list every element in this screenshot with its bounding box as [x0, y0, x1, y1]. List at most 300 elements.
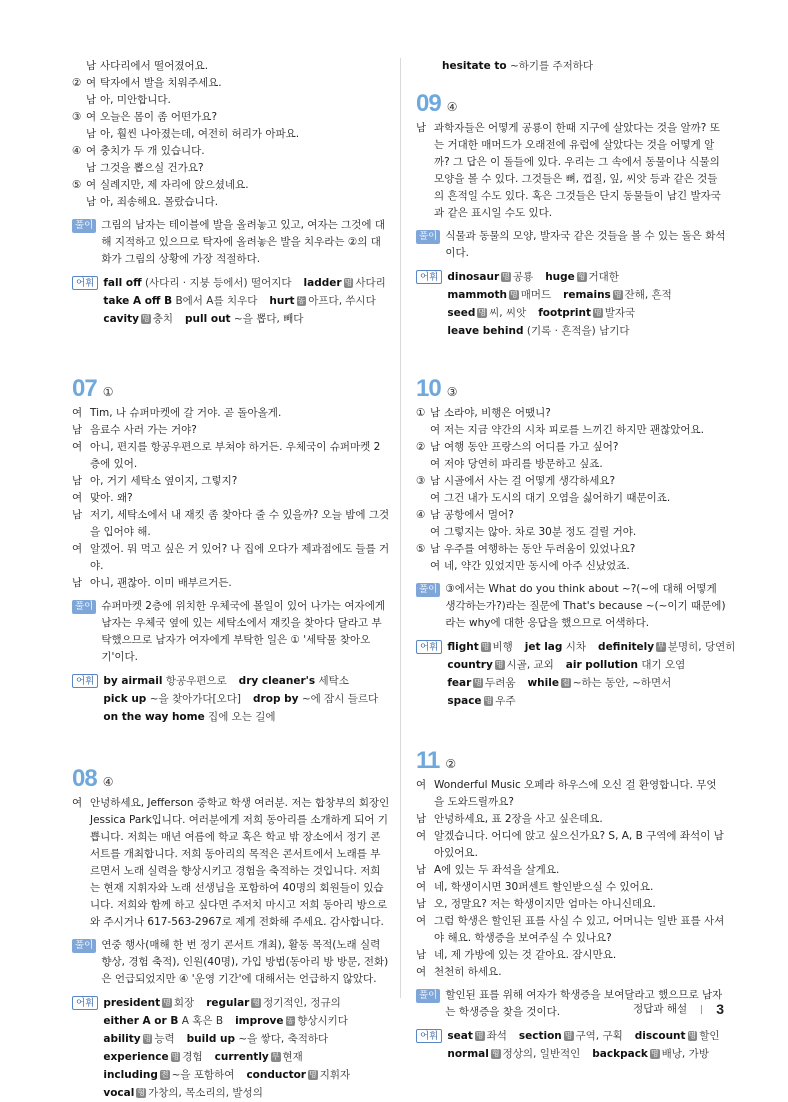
left-column [72, 58, 390, 1102]
explanation-06 [72, 217, 390, 268]
part-of-speech-badge: 동 [286, 1016, 295, 1025]
dialogue-line [72, 575, 390, 592]
explanation-text: 그림의 남자는 테이블에 발을 올려놓고 있고, 여자는 그것에 대해 지적하고 있으므로 탁자에 올려놓은 발을 치우라는 ②의 대화가 그림의 상황에 가장 적절하다. [101, 219, 385, 265]
vocab-word: fear [447, 677, 472, 689]
explanation [72, 937, 390, 988]
dialogue-line [416, 422, 726, 439]
vocab-meaning: 매머드 [520, 289, 552, 301]
choice-number [416, 490, 430, 507]
speaker-label: 여 [72, 797, 83, 809]
vocab-meaning: ~하기를 주저하다 [509, 60, 594, 72]
dialogue-text: 그건 내가 도시의 대기 오염을 싫어하기 때문이죠. [444, 492, 671, 504]
vocab-word: currently [214, 1051, 269, 1063]
part-of-speech-badge: 접 [561, 678, 570, 687]
vocab-word: president [103, 997, 161, 1009]
explanation-text: 슈퍼마켓 2층에 위치한 우체국에 볼일이 있어 나가는 여자에게 남자는 우체국 옆에 있는 세탁소에서 재킷을 찾아다 달라고 부탁했으므로 남자가 여자에게 부탁한 일은 ① '세탁물 찾아오기'이다. [101, 600, 385, 663]
choice-number: ④ [416, 509, 426, 521]
speaker-cell [416, 947, 434, 964]
vocabulary [72, 994, 390, 1102]
section-header [416, 747, 726, 774]
speaker-label: 남 [416, 122, 427, 134]
dialogue-line [72, 126, 390, 143]
vocab-row [103, 690, 390, 708]
vocab-tag: 어휘 [416, 640, 442, 654]
choice-number: ⑤ [416, 543, 426, 555]
choice-number: ⑤ [72, 179, 82, 191]
explanation [72, 598, 390, 666]
vocab-word: pick up [103, 693, 147, 705]
vocab-word: dry cleaner's [238, 675, 316, 687]
vocab-word: cavity [103, 313, 139, 325]
speaker-cell [416, 490, 444, 507]
speaker-cell [72, 58, 100, 75]
page-number: 3 [716, 1001, 724, 1017]
dialogue-line [416, 507, 726, 524]
section-header [416, 90, 726, 117]
dialogue-line [416, 964, 726, 981]
vocab-list [103, 672, 390, 726]
dialogue-line [72, 507, 390, 541]
speaker-label: 여 [416, 830, 427, 842]
dialogue-text: 알겠습니다. 어디에 앉고 싶으신가요? S, A, B 구역에 좌석이 남아있어요. [434, 830, 724, 859]
speaker-label: 남 [430, 441, 441, 453]
dialogue-text: 알겠어. 뭐 먹고 싶은 거 있어? 나 집에 오다가 제과점에도 들를 거야. [90, 543, 390, 572]
dialogue-line [416, 896, 726, 913]
dialogue-line [72, 58, 390, 75]
vocab-meaning: 회장 [173, 997, 195, 1009]
speaker-label: 여 [86, 179, 97, 191]
dialogue-line [416, 828, 726, 862]
vocab-row [447, 1027, 731, 1045]
vocab-list [447, 1027, 731, 1063]
vocab-meaning: A 혹은 B [181, 1015, 224, 1027]
speaker-label: 여 [86, 77, 97, 89]
section-09 [416, 90, 726, 340]
vocabulary [416, 1027, 726, 1063]
vocab-row [103, 1048, 390, 1066]
vocab-tag: 어휘 [416, 270, 442, 284]
section-08 [72, 765, 390, 1102]
vocab-row [103, 310, 397, 328]
vocab-meaning: 구역, 구획 [575, 1030, 623, 1042]
answer-mark: ④ [102, 775, 114, 789]
vocab-word: pull out [185, 313, 231, 325]
vocab-word: backpack [592, 1048, 648, 1060]
vocab-row [447, 304, 726, 322]
vocab-word: experience [103, 1051, 169, 1063]
speaker-cell [72, 490, 90, 507]
question-number: 11 [416, 747, 440, 774]
vocab-meaning: 배낭, 가방 [661, 1048, 709, 1060]
vocab-word: section [518, 1030, 562, 1042]
vocab-row [447, 638, 747, 656]
speaker-label: 남 [416, 813, 427, 825]
part-of-speech-badge: 명 [163, 998, 171, 1007]
choice-number [72, 126, 86, 143]
choice-number [416, 422, 430, 439]
vocab-row [103, 672, 390, 690]
vocab-row [103, 274, 397, 292]
speaker-cell [416, 456, 444, 473]
section-header [72, 375, 390, 402]
vocab-meaning: 대기 오염 [641, 659, 686, 671]
section-07 [72, 375, 390, 726]
vocabulary [416, 268, 726, 340]
answer-mark: ① [102, 385, 114, 399]
vocab-word: conductor [246, 1069, 306, 1081]
speaker-label: 여 [72, 543, 83, 555]
speaker-label: 여 [86, 145, 97, 157]
speaker-label: 여 [416, 881, 427, 893]
speaker-label: 남 [416, 898, 427, 910]
dialogue-text: 음료수 사러 가는 거야? [90, 424, 197, 436]
explanation-text: ③에서는 What do you think about ~?(~에 대해 어떻게 생각하는가?)라는 질문에 That's because ~(~이기 때문에)라는 why에 대한 응답을 했으므로 어색하다. [445, 583, 726, 629]
speaker-label: 여 [430, 526, 441, 538]
vocab-word: build up [186, 1033, 236, 1045]
vocab-row [447, 1045, 731, 1063]
vocab-word: air pollution [565, 659, 639, 671]
speaker-label: 여 [72, 492, 83, 504]
dialogue-text: 저기, 세탁소에서 내 재킷 좀 찾아다 줄 수 있을까? 오늘 밤에 그것을 입어야 해. [90, 509, 390, 538]
footer-separator [701, 1005, 702, 1014]
vocab-tag: 어휘 [416, 1029, 442, 1043]
speaker-cell [72, 541, 90, 575]
dialogue-line [72, 109, 390, 126]
speaker-cell [416, 120, 434, 222]
dialogue [416, 120, 726, 222]
vocab-word: improve [235, 1015, 284, 1027]
vocab-row [103, 708, 390, 726]
speaker-cell [72, 405, 90, 422]
choice-number [416, 558, 430, 575]
speaker-label: 남 [72, 424, 83, 436]
vocab-meaning: 지휘자 [319, 1069, 351, 1081]
part-of-speech-badge: 명 [594, 308, 602, 317]
dialogue-line [72, 194, 390, 211]
explanation-tag: 풀이 [72, 219, 96, 233]
vocab-word: dinosaur [447, 271, 500, 283]
dialogue-text: 여행 동안 프랑스의 어디를 가고 싶어? [444, 441, 619, 453]
vocab-meaning: ~에 잠시 들르다 [301, 693, 379, 705]
dialogue-text: 아니, 편지를 항공우편으로 부쳐야 하거든. 우체국이 슈퍼마켓 2층에 있어. [90, 441, 381, 470]
answer-mark: ③ [446, 385, 458, 399]
speaker-label: 남 [416, 949, 427, 961]
footer-label: 정답과 해설 [633, 1003, 688, 1015]
speaker-label: 여 [430, 492, 441, 504]
vocab-word: flight [447, 641, 479, 653]
explanation-text: 식물과 동물의 모양, 발자국 같은 것들을 볼 수 있는 돌은 화석이다. [445, 230, 726, 259]
dialogue-line [416, 862, 726, 879]
question-number: 10 [416, 375, 441, 402]
explanation-text: 연중 행사(매해 한 번 정기 콘서트 개최), 활동 목적(노래 실력 향상, 경험 축적), 인원(40명), 가입 방법(동아리 방 방문, 전화)은 언급되었지만 ④ '운영 기간'에 대해서는 언급하지 않았다. [101, 939, 389, 985]
dialogue-line [416, 456, 726, 473]
speaker-label: 남 [86, 128, 97, 140]
part-of-speech-badge: 명 [478, 308, 487, 317]
speaker-cell [72, 143, 100, 160]
vocab-word: footprint [538, 307, 592, 319]
vocab-meaning: 발자국 [604, 307, 636, 319]
dialogue-text: 실례지만, 제 자리에 앉으셨네요. [100, 179, 249, 191]
part-of-speech-badge: 명 [495, 660, 504, 669]
speaker-cell [416, 507, 444, 524]
dialogue-line [72, 177, 390, 194]
dialogue-text: 그것을 뽑으실 건가요? [100, 162, 204, 174]
part-of-speech-badge: 부 [271, 1052, 280, 1061]
vocab-row [447, 656, 747, 674]
part-of-speech-badge: 명 [613, 290, 622, 299]
vocab-meaning: 정기적인, 정규의 [263, 997, 341, 1009]
dialogue-line [72, 422, 390, 439]
speaker-cell [416, 405, 444, 422]
vocab-word: jet lag [524, 641, 563, 653]
speaker-label: 여 [416, 915, 427, 927]
vocab-meaning: ~을 포함하여 [171, 1069, 235, 1081]
speaker-cell [416, 828, 434, 862]
vocab-row [447, 674, 747, 692]
speaker-label: 여 [72, 441, 83, 453]
dialogue-text: 그렇지는 않아. 차로 30분 정도 걸릴 거야. [444, 526, 637, 538]
vocab-meaning: 능력 [154, 1033, 175, 1045]
speaker-label: 남 [430, 407, 441, 419]
vocab-word: vocal [103, 1087, 135, 1099]
dialogue-text: 아, 거기 세탁소 옆이지, 그렇지? [90, 475, 238, 487]
vocab-row [447, 286, 726, 304]
choice-number [416, 524, 430, 541]
dialogue-text: 저야 당연히 파리를 방문하고 싶죠. [444, 458, 603, 470]
vocab-row [103, 1066, 390, 1084]
vocab-word: mammoth [447, 289, 507, 301]
choice-number: ③ [72, 111, 82, 123]
vocab-word: regular [206, 997, 250, 1009]
vocab-row [103, 1012, 390, 1030]
vocab-word: ladder [303, 277, 342, 289]
dialogue-text: 아, 미안합니다. [100, 94, 171, 106]
vocab-word: fall off [103, 277, 142, 289]
speaker-cell [72, 575, 90, 592]
vocab-meaning: 할인 [699, 1030, 720, 1042]
speaker-cell [72, 507, 90, 541]
vocab-list [103, 274, 397, 328]
speaker-label: 남 [72, 577, 83, 589]
vocab-meaning: 시차 [565, 641, 587, 653]
dialogue-text: 시골에서 사는 걸 어떻게 생각하세요? [444, 475, 616, 487]
vocab-meaning: 우주 [495, 695, 516, 707]
question-number: 09 [416, 90, 441, 117]
speaker-cell [72, 75, 100, 92]
dialogue-text: 저는 지금 약간의 시차 피로를 느끼긴 하지만 괜찮았어요. [444, 424, 704, 436]
question-number: 07 [72, 375, 97, 402]
choice-number [416, 456, 430, 473]
dialogue-text: 그럼 학생은 할인된 표를 사실 수 있고, 어머니는 일반 표를 사셔야 해요. 학생증을 보여주실 수 있나요? [434, 915, 725, 944]
dialogue [72, 405, 390, 592]
vocab-row [447, 322, 726, 340]
dialogue-text: 탁자에서 발을 치워주세요. [100, 77, 222, 89]
speaker-cell [72, 795, 90, 931]
dialogue-text: 아, 죄송해요. 몰랐습니다. [100, 196, 219, 208]
vocab-meaning: 향상시키다 [297, 1015, 348, 1027]
dialogue-line [416, 524, 726, 541]
vocab-word: discount [634, 1030, 686, 1042]
dialogue-text: 아니, 괜찮아. 이미 배부르거든. [90, 577, 232, 589]
choice-number: ② [72, 77, 82, 89]
dialogue-line [72, 490, 390, 507]
vocab-meaning: 경험 [182, 1051, 203, 1063]
dialogue-text: 오늘은 몸이 좀 어떤가요? [100, 111, 218, 123]
vocab-meaning: 사다리 [355, 277, 386, 289]
explanation [416, 581, 726, 632]
dialogue-text: 우주를 여행하는 동안 두려움이 있었나요? [444, 543, 636, 555]
vocab-tag: 어휘 [72, 674, 98, 688]
speaker-cell [72, 109, 100, 126]
speaker-label: 여 [86, 111, 97, 123]
dialogue-line [416, 913, 726, 947]
vocab-word: either A or B [103, 1015, 179, 1027]
part-of-speech-badge: 명 [564, 1031, 573, 1040]
choice-number [72, 160, 86, 177]
part-of-speech-badge: 명 [650, 1049, 659, 1058]
vocab-word: huge [545, 271, 575, 283]
dialogue-text: 오, 정말요? 저는 학생이지만 엄마는 아니신데요. [434, 898, 656, 910]
explanation-tag: 풀이 [72, 939, 96, 953]
speaker-cell [416, 524, 444, 541]
dialogue-line [416, 490, 726, 507]
vocab-row [447, 268, 726, 286]
speaker-cell [72, 473, 90, 490]
vocab-meaning: 거대한 [588, 271, 619, 283]
dialogue-line [72, 92, 390, 109]
speaker-label: 남 [86, 162, 97, 174]
speaker-cell [72, 422, 90, 439]
part-of-speech-badge: 형 [491, 1049, 500, 1058]
choice-number: ③ [416, 475, 426, 487]
vocabulary [72, 672, 390, 726]
speaker-label: 남 [86, 196, 97, 208]
dialogue-line [416, 777, 726, 811]
vocab-row [103, 1030, 390, 1048]
vocab-tag: 어휘 [72, 996, 98, 1010]
speaker-cell [416, 862, 434, 879]
dialogue-text: Wonderful Music 오페라 하우스에 오신 걸 환영합니다. 무엇을 도와드릴까요? [434, 779, 717, 808]
speaker-label: 여 [416, 966, 427, 978]
part-of-speech-badge: 명 [509, 290, 518, 299]
dialogue-text: 사다리에서 떨어졌어요. [100, 60, 209, 72]
choice-number [72, 194, 86, 211]
choice-number [72, 92, 86, 109]
speaker-label: 남 [72, 509, 83, 521]
right-column [416, 58, 736, 1063]
dialogue-text: 아, 훨씬 나아졌는데, 여전히 허리가 아파요. [100, 128, 300, 140]
dialogue-text: 과학자들은 어떻게 공룡이 한때 지구에 살았다는 것을 알까? 또는 거대한 매머드가 오래전에 유럽에 살았다는 것을 어떻게 알까? 그 답은 이 돌들에 있다. 우리는 그 속에서 동물이나 식물의 모양을 볼 수 있다. 그것들은 뼈, 껍질, 잎, 씨앗 등과 같은 것들의 흔적일 수도 있다. 혹은 그것들은 단지 동물들이 남긴 발자국과 같은 표시일 수도 있다. [434, 122, 721, 219]
part-of-speech-badge: 명 [484, 696, 493, 705]
part-of-speech-badge: 명 [474, 678, 483, 687]
vocab-word: ability [103, 1033, 141, 1045]
vocab-tag: 어휘 [72, 276, 98, 290]
vocab-meaning: 항공우편으로 [165, 675, 227, 687]
vocab-word: seed [447, 307, 476, 319]
vocab-meaning: 집에 오는 길에 [208, 711, 276, 723]
section-header [72, 765, 390, 792]
dialogue-text: 공항에서 멀어? [444, 509, 514, 521]
dialogue-line [416, 811, 726, 828]
explanation [416, 228, 726, 262]
vocab-word: hurt [269, 295, 295, 307]
dialogue-line [72, 405, 390, 422]
vocab-word: while [527, 677, 559, 689]
dialogue-text: 네, 약간 있었지만 동시에 아주 신났었죠. [444, 560, 630, 572]
speaker-label: 여 [72, 407, 83, 419]
dialogue-line [72, 795, 390, 931]
vocab-meaning: 시골, 교외 [506, 659, 554, 671]
part-of-speech-badge: 형 [137, 1088, 146, 1097]
vocab-meaning: (기록 · 흔적을) 남기다 [526, 325, 630, 337]
vocab-meaning: 좌석 [486, 1030, 507, 1042]
part-of-speech-badge: 명 [344, 278, 353, 287]
dialogue-line [416, 473, 726, 490]
dialogue-text: 안녕하세요, 표 2장을 사고 싶은데요. [434, 813, 603, 825]
vocab-meaning: 세탁소 [318, 675, 349, 687]
dialogue-line [416, 541, 726, 558]
vocab-row [103, 1084, 390, 1102]
dialogue-line [416, 879, 726, 896]
speaker-cell [416, 541, 444, 558]
column-divider [400, 58, 401, 998]
dialogue-text: Tim, 나 슈퍼마켓에 갈 거야. 곧 돌아올게. [90, 407, 282, 419]
vocab-meaning: 분명히, 당연히 [667, 641, 736, 653]
dialogue-line [72, 541, 390, 575]
vocab-08-continued [416, 57, 726, 75]
vocab-meaning: 비행 [492, 641, 513, 653]
dialogue-text: 네, 제 가방에 있는 것 같아요. 잠시만요. [434, 949, 617, 961]
vocab-meaning: ~을 찾아가다[오다] [149, 693, 242, 705]
choice-number: ④ [72, 145, 82, 157]
vocab-meaning: 정상의, 일반적인 [502, 1048, 581, 1060]
speaker-label: 남 [430, 509, 441, 521]
vocab-word: country [447, 659, 493, 671]
speaker-cell [416, 964, 434, 981]
explanation-tag: 풀이 [72, 600, 96, 614]
part-of-speech-badge: 명 [171, 1052, 180, 1061]
question-number: 08 [72, 765, 97, 792]
dialogue-text: 네, 학생이시면 30퍼센트 할인받으실 수 있어요. [434, 881, 654, 893]
vocab-meaning: (사다리 · 지붕 등에서) 떨어지다 [144, 277, 292, 289]
vocab-meaning: 현재 [282, 1051, 303, 1063]
dialogue-text: 안녕하세요, Jefferson 중학교 학생 여러분. 저는 합창부의 회장인 Jessica Park입니다. 여러분에게 저희 동아리를 소개하게 되어 기쁩니다. 저희는 매년 여름에 학교 혹은 학교 밖 장소에서 정기 콘서트를 개최합니다. 저희 동아리의 목적은 콘서트에서 노래를 부르면서 노래 실력을 향상시키고 경험을 축적하는 것입니다. 저희는 현재 지휘자와 노래 선생님을 포함하여 40명의 회원들이 있습니다. 저희와 함께 하고 싶다면 주저치 마시고 저희 동아리 방으로 와 주시거나 617-563-2967로 제게 전화해 주세요. 감사합니다. [90, 797, 390, 928]
vocab-word: seat [447, 1030, 473, 1042]
answer-mark: ④ [446, 100, 458, 114]
dialogue-line [416, 439, 726, 456]
dialogue [416, 405, 726, 575]
dialogue-text: 천천히 하세요. [434, 966, 502, 978]
dialogue-text: 소라야, 비행은 어땠니? [444, 407, 551, 419]
speaker-cell [72, 126, 100, 143]
speaker-cell [72, 177, 100, 194]
vocab-meaning: ~을 쌓다, 축적하다 [238, 1033, 329, 1045]
dialogue [72, 795, 390, 931]
choice-number: ① [416, 407, 426, 419]
vocab-meaning: ~을 뽑다, 빼다 [233, 313, 304, 325]
vocab-word: take A off B [103, 295, 173, 307]
speaker-label: 여 [416, 779, 427, 791]
speaker-label: 남 [86, 94, 97, 106]
speaker-label: 여 [430, 458, 441, 470]
part-of-speech-badge: 형 [252, 998, 261, 1007]
speaker-cell [72, 92, 100, 109]
part-of-speech-badge: 명 [502, 272, 510, 281]
speaker-label: 남 [430, 543, 441, 555]
dialogue-line [72, 439, 390, 473]
speaker-cell [416, 896, 434, 913]
vocab-word: normal [447, 1048, 489, 1060]
